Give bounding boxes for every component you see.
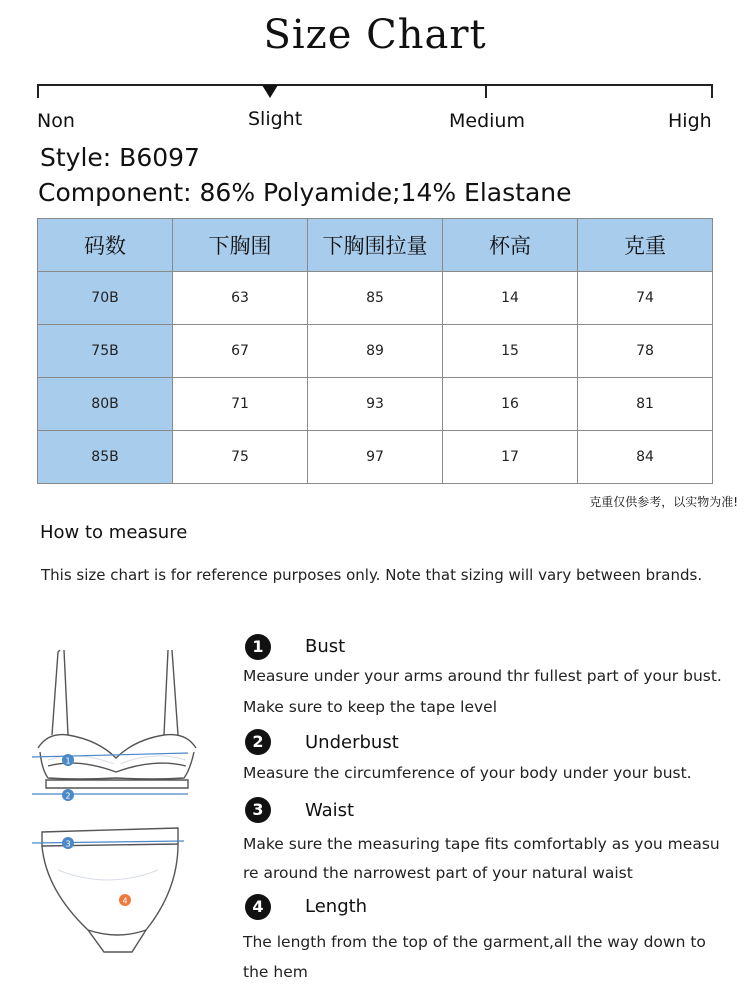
stretch-scale xyxy=(37,80,713,140)
scale-tick-medium xyxy=(485,84,487,98)
table-row xyxy=(38,272,713,325)
scale-label-high: High xyxy=(668,110,712,132)
table-cell: 78 xyxy=(578,325,713,378)
marker-4 xyxy=(119,894,131,906)
table-cell: 63 xyxy=(173,272,308,325)
table-cell: 80B xyxy=(38,378,173,431)
table-cell: 89 xyxy=(308,325,443,378)
marker-1 xyxy=(62,754,74,766)
marker-4-label: 4 xyxy=(122,896,128,906)
table-row xyxy=(38,378,713,431)
bust-number-icon: 1 xyxy=(245,634,271,660)
component-line: Component: 86% Polyamide;14% Elastane xyxy=(38,178,572,207)
how-to-measure-description: This size chart is for reference purposes only. Note that sizing will vary between brands. xyxy=(41,566,703,584)
table-cell: 67 xyxy=(173,325,308,378)
diagram-texture xyxy=(48,756,186,880)
table-row xyxy=(38,431,713,484)
marker-3 xyxy=(62,837,74,849)
left-strap xyxy=(52,650,60,735)
underbust-number-icon: 2 xyxy=(245,729,271,755)
marker-2 xyxy=(62,789,74,801)
table-cell: 14 xyxy=(443,272,578,325)
style-line xyxy=(40,143,200,172)
scale-tick-non xyxy=(37,84,39,98)
table-cell: 85B xyxy=(38,431,173,484)
table-cell: 93 xyxy=(308,378,443,431)
table-cell: 16 xyxy=(443,378,578,431)
brief-leg-line xyxy=(88,930,146,935)
scale-line xyxy=(37,84,713,86)
header-weight: 克重 xyxy=(578,219,713,272)
table-cell: 84 xyxy=(578,431,713,484)
table-cell: 74 xyxy=(578,272,713,325)
length-number-icon: 4 xyxy=(245,894,271,920)
underbust-title: Underbust xyxy=(305,732,399,753)
table-cell: 15 xyxy=(443,325,578,378)
length-text-line-2: the hem xyxy=(243,963,308,981)
waist-number-icon: 3 xyxy=(245,797,271,823)
table-header-row xyxy=(38,219,713,272)
header-size: 码数 xyxy=(38,219,173,272)
underbust-text-line-1: Measure the circumference of your body under your bust. xyxy=(243,764,692,782)
brief-body xyxy=(42,844,178,952)
bust-title: Bust xyxy=(305,636,346,657)
style-value: B6097 xyxy=(119,143,200,172)
right-strap-inner xyxy=(164,650,168,735)
scale-marker-icon xyxy=(262,85,278,98)
table-cell: 75B xyxy=(38,325,173,378)
header-cup-height: 杯高 xyxy=(443,219,578,272)
table-cell: 97 xyxy=(308,431,443,484)
scale-label-medium: Medium xyxy=(449,110,525,132)
length-title: Length xyxy=(305,896,368,917)
waist-title: Waist xyxy=(305,800,355,821)
table-cell: 75 xyxy=(173,431,308,484)
weight-note: 克重仅供参考，以实物为准! xyxy=(589,495,738,509)
table-cell: 17 xyxy=(443,431,578,484)
scale-tick-high xyxy=(711,84,713,98)
header-underbust-stretch: 下胸围拉量 xyxy=(308,219,443,272)
bust-text-line-1: Measure under your arms around thr fullest part of your bust. xyxy=(243,667,722,685)
waist-text-line-1: Make sure the measuring tape fits comfortably as you measu xyxy=(243,835,720,853)
bust-text-line-2: Make sure to keep the tape level xyxy=(243,698,498,716)
table-cell: 81 xyxy=(578,378,713,431)
scale-label-non: Non xyxy=(37,110,75,132)
table-cell: 85 xyxy=(308,272,443,325)
table-cell: 70B xyxy=(38,272,173,325)
page-title: Size Chart xyxy=(263,12,487,58)
garment-diagram xyxy=(28,640,203,970)
table-row xyxy=(38,325,713,378)
marker-3-label: 3 xyxy=(65,839,71,849)
header-underbust: 下胸围 xyxy=(173,219,308,272)
scale-label-slight: Slight xyxy=(248,108,303,130)
bra-band xyxy=(46,780,188,788)
size-table xyxy=(37,218,713,484)
marker-1-label: 1 xyxy=(65,756,71,766)
how-to-measure-title: How to measure xyxy=(40,522,188,543)
right-strap xyxy=(172,650,178,735)
waist-line xyxy=(32,841,184,843)
marker-2-label: 2 xyxy=(65,791,71,801)
left-strap-inner xyxy=(64,650,68,735)
style-label: Style: xyxy=(40,143,112,172)
waist-text-line-2: re around the narrowest part of your natural waist xyxy=(243,864,633,882)
table-cell: 71 xyxy=(173,378,308,431)
length-text-line-1: The length from the top of the garment,all the way down to xyxy=(243,933,706,951)
